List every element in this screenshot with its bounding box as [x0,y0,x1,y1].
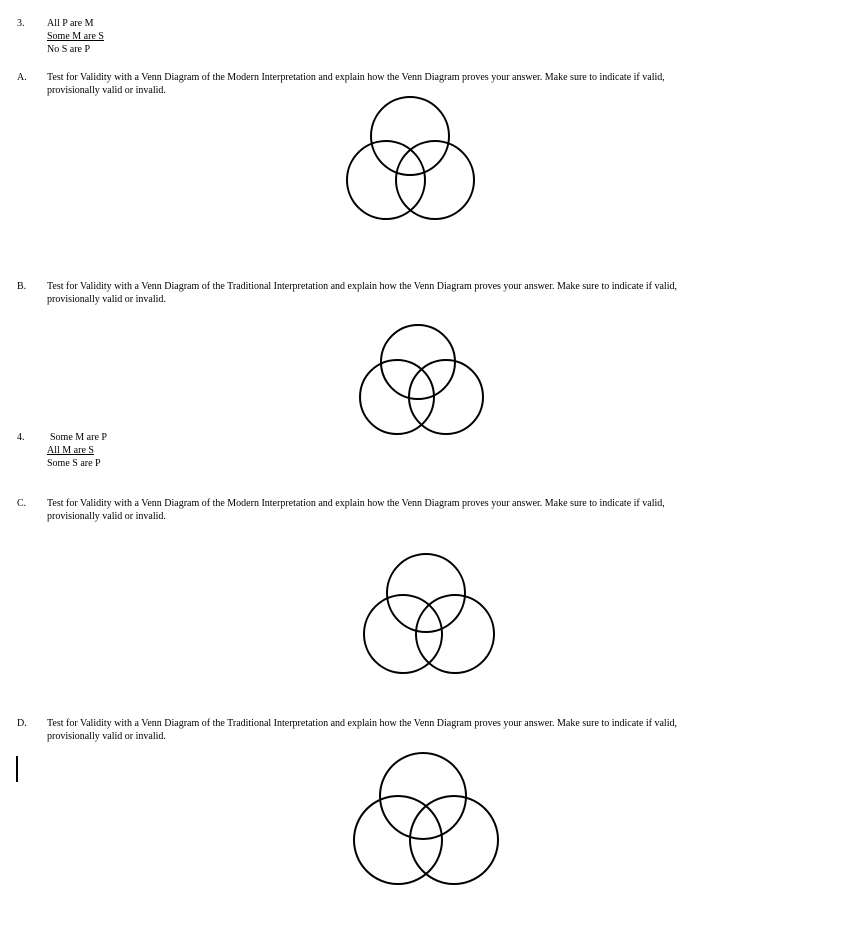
part-b-letter: B. [17,281,27,292]
venn-b-top-circle[interactable] [381,325,455,399]
venn-diagram-b[interactable] [352,322,492,442]
part-c-letter: C. [17,498,27,509]
part-d-line-2: provisionally valid or invalid. [47,731,166,742]
venn-b-left-circle[interactable] [360,360,434,434]
problem-3-premise-2: Some M are S [47,31,104,42]
part-d-line-1: Test for Validity with a Venn Diagram of the Traditional Interpretation and explain how the Venn Diagram proves your answer. Make sure to indicate if valid, [47,718,677,729]
venn-diagram-c[interactable] [356,548,506,678]
part-a-line-2: provisionally valid or invalid. [47,85,166,96]
venn-diagram-d[interactable] [346,746,506,891]
venn-a-top-circle[interactable] [371,97,449,175]
part-d-letter: D. [17,718,27,729]
venn-c-right-circle[interactable] [416,595,494,673]
problem-3-conclusion: No S are P [47,44,91,55]
part-b-line-2: provisionally valid or invalid. [47,294,166,305]
problem-3-premise-1: All P are M [47,18,94,29]
part-c-instructions [47,497,807,523]
problem-4-premise-1: Some M are P [50,432,107,443]
problem-4-number: 4. [17,432,25,443]
text-cursor [16,756,18,782]
part-d-instructions [47,717,807,743]
problem-4-conclusion: Some S are P [47,458,101,469]
venn-b-right-circle[interactable] [409,360,483,434]
venn-diagram-a[interactable] [340,95,480,225]
part-c-line-2: provisionally valid or invalid. [47,511,166,522]
venn-c-left-circle[interactable] [364,595,442,673]
venn-c-top-circle[interactable] [387,554,465,632]
venn-d-left-circle[interactable] [354,796,442,884]
part-b-line-1: Test for Validity with a Venn Diagram of the Traditional Interpretation and explain how the Venn Diagram proves your answer. Make sure to indicate if valid, [47,281,677,292]
part-a-instructions [47,71,807,97]
part-a-letter: A. [17,72,27,83]
part-b-instructions [47,280,807,306]
problem-4-syllogism [47,431,107,470]
part-a-line-1: Test for Validity with a Venn Diagram of the Modern Interpretation and explain how the Venn Diagram proves your answer. Make sure to indicate if valid, [47,72,665,83]
venn-a-right-circle[interactable] [396,141,474,219]
problem-3-number: 3. [17,18,25,29]
venn-a-left-circle[interactable] [347,141,425,219]
problem-4-premise-2: All M are S [47,445,94,456]
part-c-line-1: Test for Validity with a Venn Diagram of the Modern Interpretation and explain how the Venn Diagram proves your answer. Make sure to indicate if valid, [47,498,665,509]
problem-3-syllogism [47,17,104,56]
venn-d-right-circle[interactable] [410,796,498,884]
